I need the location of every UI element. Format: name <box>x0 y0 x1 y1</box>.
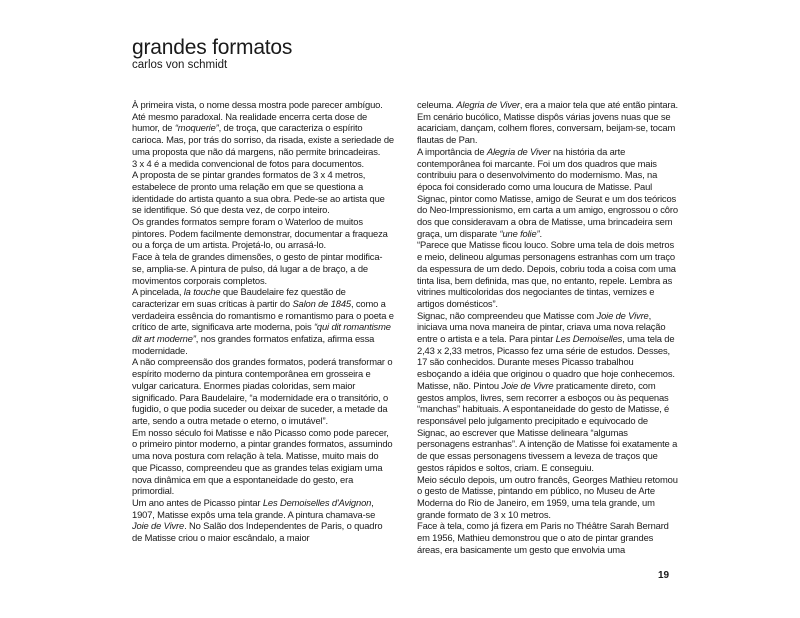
article-title: grandes formatos <box>132 36 293 59</box>
italic-phrase: Alegria de Viver <box>456 99 520 110</box>
paragraph: “Parece que Matisse ficou louco. Sobre uma tela de dois metros e meio, delineou algumas personagens estranhas com um traço da espessura de um dedo. Depois, cobriu toda a coisa com uma tinta lisa, bem definida, mas que, no entanto, repele. Lembra as vitrines multicoloridas dos negociantes de tintas, vernizes e artigos domésticos”. <box>417 239 676 309</box>
italic-phrase: Alegria de Viver <box>486 145 551 157</box>
italic-phrase: Salon de 1845 <box>292 297 351 309</box>
paragraph: Os grandes formatos sempre foram o Waterloo de muitos pintores. Podem facilmente demonstrar, documentar a fraqueza ou a força de um artista. Projetá-lo, ou arrasá-lo. <box>132 216 388 251</box>
paragraph: 3 x 4 é a medida convencional de fotos para documentos. <box>132 157 365 169</box>
paragraph: Face à tela, como já fizera em Paris no Théâtre Sarah Bernard em 1956, Mathieu demonstrou que o ato de pintar grandes áreas, era basicamente um gesto que envolvia uma <box>417 520 669 555</box>
paragraph: A proposta de se pintar grandes formatos de 3 x 4 metros, estabelece de pronto uma relação em que se questiona a identidade do artista quanto a sua obra. Pede-se ao artista que se identifique. Só que desta vez, de corpo inteiro. <box>132 169 385 216</box>
paragraph: À primeira vista, o nome dessa mostra pode parecer ambíguo. Até mesmo paradoxal. Na realidade encerra certa dose de humor, de “moquerie”, de troça, que caracteriza o espírito carioca. Mas, por trás do sorriso, da risada, existe a seriedade de uma proposta que não dá margens, não permite brincadeiras. <box>132 99 394 157</box>
paragraph: A não compreensão dos grandes formatos, poderá transformar o espírito moderno da pintura contemporânea em grosseira e vulgar caricatura. Enormes piadas coloridas, sem maior significado. Para Baudelaire, “a modernidade era o transitório, o fugidio, o que podia suceder ou deixar de suceder, a metade da arte, sendo a outra metade o eterno, o imutável”. <box>132 356 393 426</box>
left-text-column <box>132 99 394 544</box>
paragraph: Um ano antes de Picasso pintar Les Demoiselles d'Avignon, 1907, Matisse expôs uma tela grande. A pintura chamava-se Joie de Vivre. No Salão dos Independentes de Paris, o quadro de Matisse criou o maior escândalo, a maior <box>132 496 383 544</box>
paragraph: A importância de Alegria de Viver na história da arte contemporânea foi marcante. Foi um dos quadros que mais contribuiu para o desenvolvimento do modernismo. Mas, na época foi considerado como uma loucura de Matisse. Paul Signac, pintor como Matisse, amigo de Seurat e um dos teóricos do Neo-Impressionismo, em carta a um amigo, engrossou o côro dos que consideravam a obra de Matisse, uma brincadeira sem graça, um disparate “une folie”. <box>417 145 678 239</box>
italic-phrase: “qui dit romantisme dit art moderne” <box>132 321 391 345</box>
italic-phrase: Joie de Vivre <box>501 379 554 391</box>
paragraph: Meio século depois, um outro francês, Georges Mathieu retomou o gesto de Matisse, pintando em público, no Museu de Arte Moderna do Rio de Janeiro, em 1959, uma tela grande, um grande formato de 3 x 10 metros. <box>417 473 678 520</box>
paragraph: Signac, não compreendeu que Matisse com Joie de Vivre, iniciava uma nova maneira de pintar, criava uma nova relação entre o artista e a tela. Para pintar Les Demoiselles, uma tela de 2,43 x 2,33 metros, Picasso fez uma série de estudos. Desses, 17 são conhecidos. Durante meses Picasso trabalhou esboçando a idéia que originou o quadro que hoje conhecemos. <box>417 309 675 380</box>
article-author: carlos von schmidt <box>132 59 228 71</box>
italic-phrase: “une folie” <box>499 227 540 239</box>
italic-phrase: la touche <box>183 286 221 298</box>
italic-phrase: Joie de Vivre <box>596 309 649 321</box>
paragraph: A pincelada, la touche que Baudelaire fez questão de caracterizar em suas críticas à partir do Salon de 1845, como a verdadeira essência do romantismo e romantismo para o poeta e crítico de arte, significava arte moderna, pois “qui dit romantisme dit art moderne”, nos grandes formatos enfatiza, afirma essa modernidade. <box>132 286 394 356</box>
italic-phrase: Les Demoiselles <box>555 333 623 345</box>
paragraph: Em nosso século foi Matisse e não Picasso como pode parecer, o primeiro pintor moderno, a pintar grandes formatos, assumindo uma nova postura com relação à tela. Matisse, muito mais do que Picasso, compreendeu que as grandes telas exigiam uma nova dinâmica em que a espontaneidade do gesto, era primordial. <box>132 426 393 497</box>
paragraph: Matisse, não. Pintou Joie de Vivre praticamente direto, com gestos amplos, livres, sem recorrer a esboços ou às pequenas “manchas” habituais. A espontaneidade do gesto de Matisse, é responsável pelo julgamento precipitado e equivocado de Signac, ao escrever que Matisse delineara “algumas personagens estranhas”. A intenção de Matisse foi exatamente a de que essas personagens tivessem a leveza de traços que gestos rápidos e soltos, criam. E conseguiu. <box>417 379 678 473</box>
italic-phrase: Joie de Vivre <box>132 520 185 532</box>
italic-phrase: “moquerie” <box>174 122 219 134</box>
paragraph: Face à tela de grandes dimensões, o gesto de pintar modifica-se, amplia-se. A pintura de pulso, dá lugar a de braço, a de movimentos corporais completos. <box>132 251 383 286</box>
right-text-column <box>417 99 679 555</box>
paragraph: celeuma. Alegria de Viver, era a maior tela que até então pintara. Em cenário bucólico, Matisse dispôs várias jovens nuas que se acariciam, dançam, colhem flores, conversam, beijam-se, tocam flautas de Pan. <box>417 99 678 146</box>
page-number: 19 <box>658 570 670 581</box>
italic-phrase: Les Demoiselles d'Avignon <box>262 496 372 508</box>
